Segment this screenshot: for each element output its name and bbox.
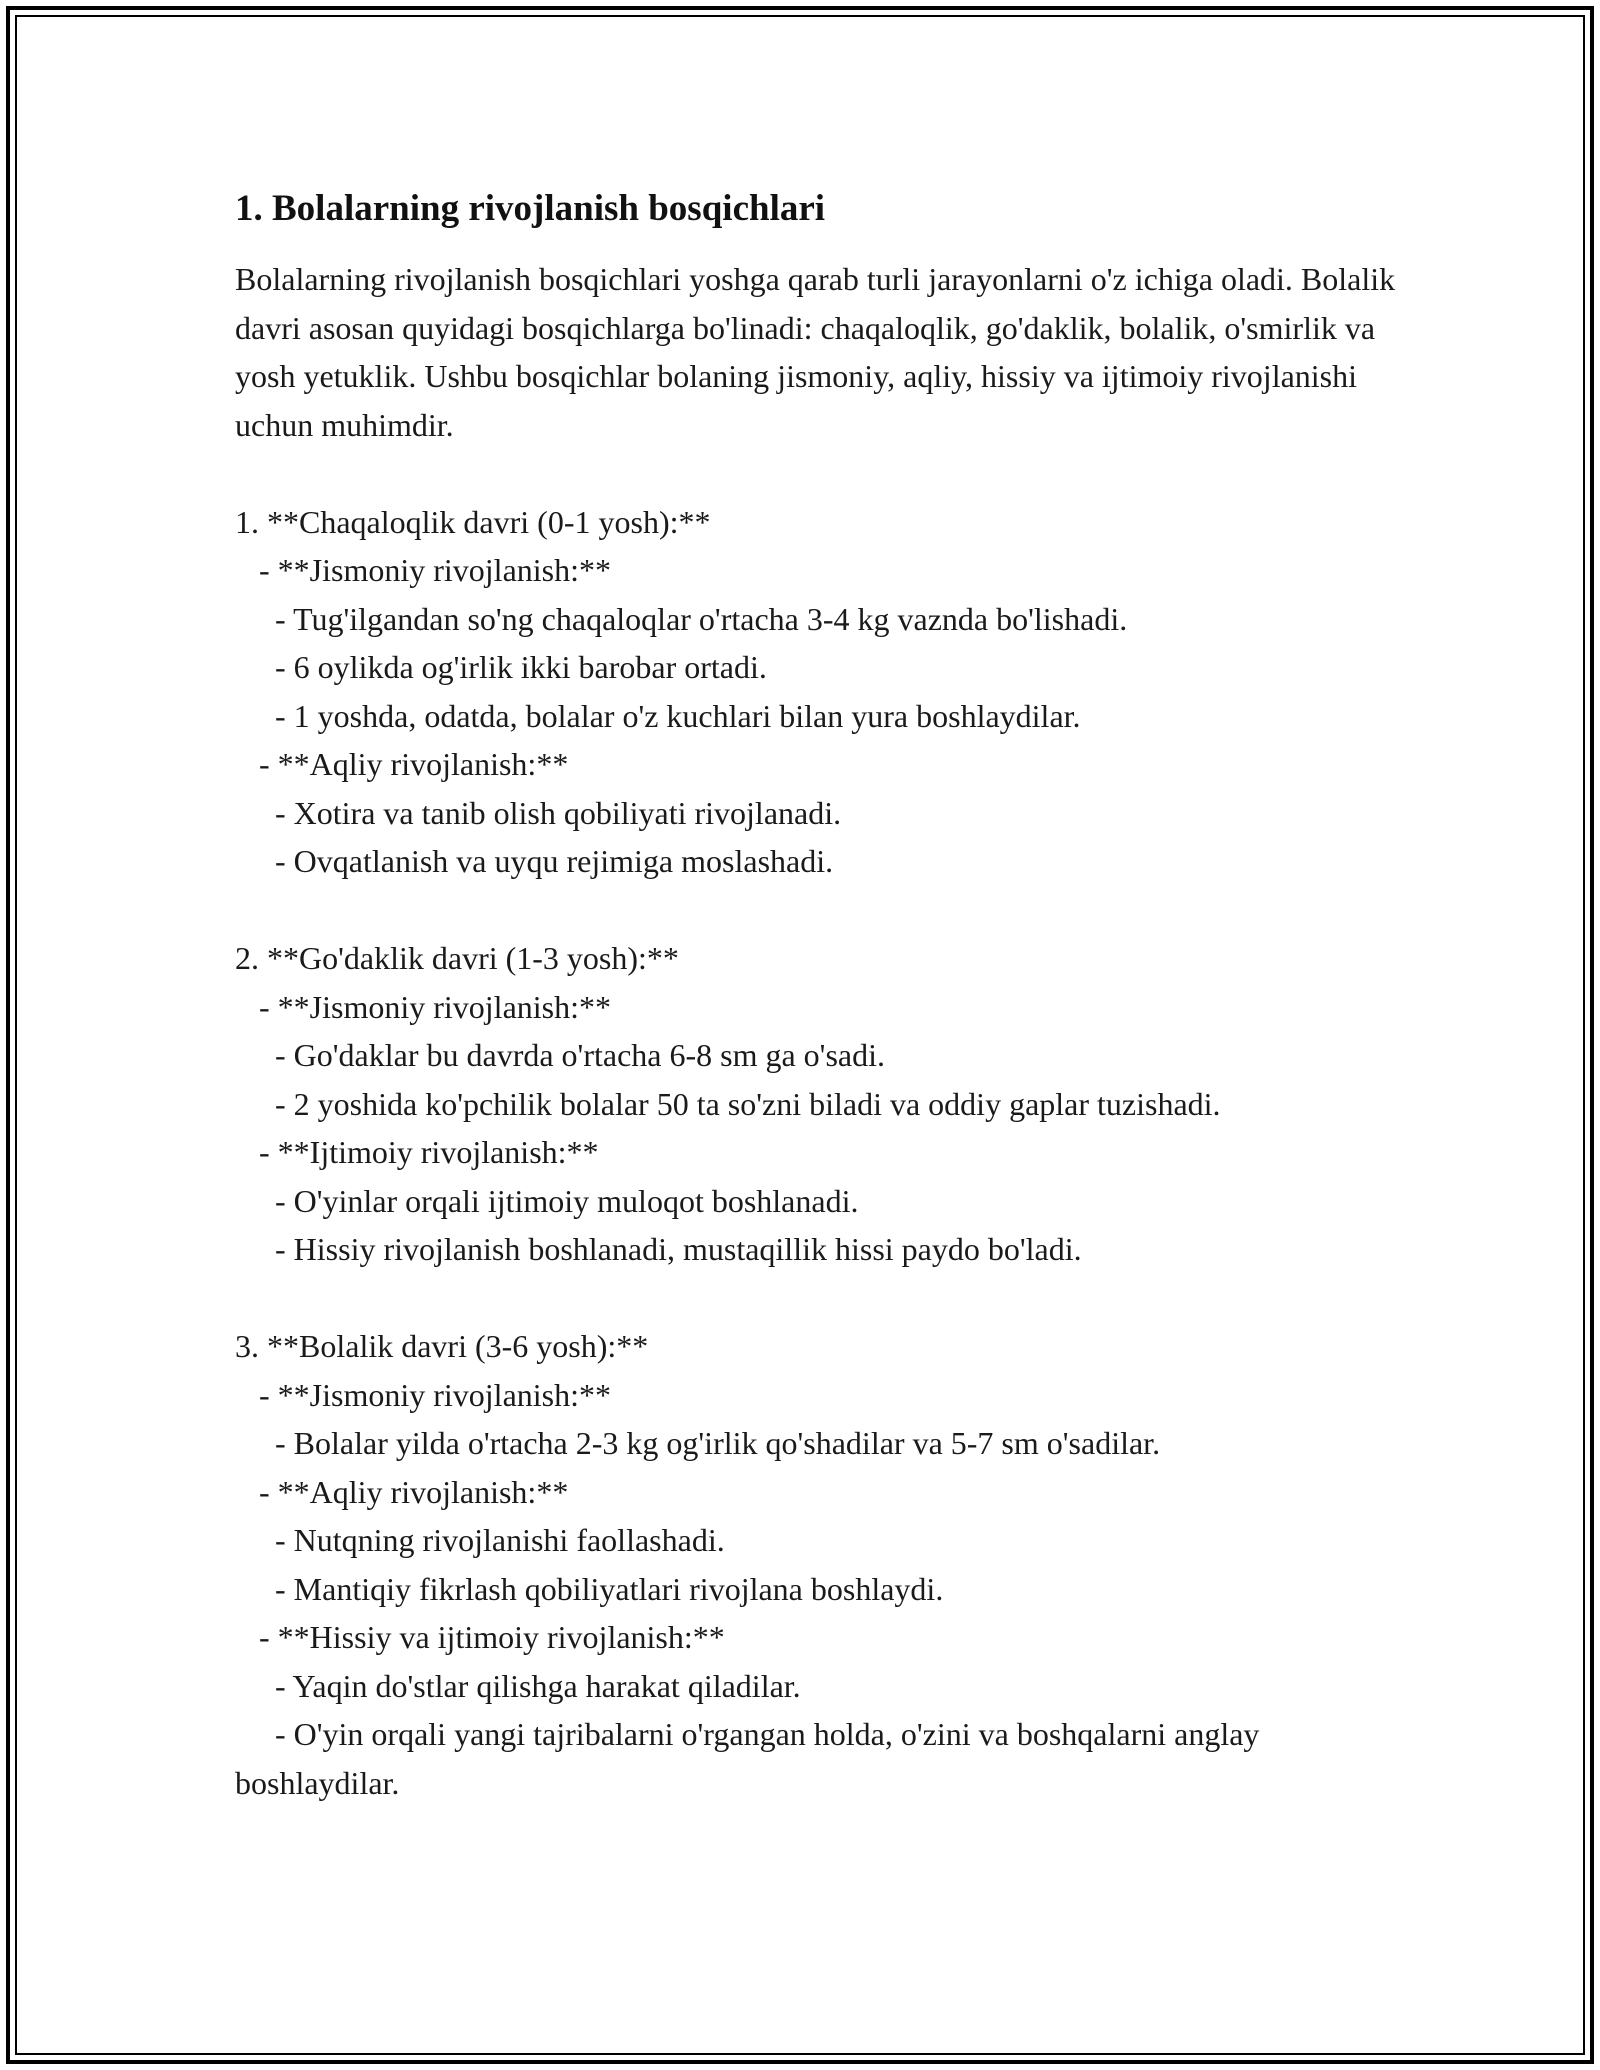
list-item: - 2 yoshida ko'pchilik bolalar 50 ta so'zni biladi va oddiy gaplar tuzishadi. bbox=[235, 1085, 1221, 1122]
intro-paragraph: Bolalarning rivojlanish bosqichlari yoshga qarab turli jarayonlarni o'z ichiga oladi. Bolalik davri asosan quyidagi bosqichlarga bo'linadi: chaqaloqlik, go'daklik, bolalik, o'smirlik va yosh yetuklik. Ushbu bosqichlar bolaning jismoniy, aqliy, hissiy va ijtimoiy rivojlanishi uchun muhimdir. bbox=[235, 261, 1396, 443]
section-bolalik bbox=[235, 1322, 1415, 1807]
list-item: - Yaqin do'stlar qilishga harakat qiladilar. bbox=[235, 1667, 801, 1704]
list-item: - Mantiqiy fikrlash qobiliyatlari rivojlana boshlaydi. bbox=[235, 1570, 944, 1607]
list-item: - Bolalar yilda o'rtacha 2-3 kg og'irlik qo'shadilar va 5-7 sm o'sadilar. bbox=[235, 1425, 1161, 1461]
document-title: 1. Bolalarning rivojlanish bosqichlari bbox=[235, 188, 826, 229]
list-item: - Go'daklar bu davrda o'rtacha 6-8 sm ga o'sadi. bbox=[235, 1037, 885, 1073]
list-item: - Tug'ilgandan so'ng chaqaloqlar o'rtacha 3-4 kg vaznda bo'lishadi. bbox=[235, 600, 1128, 637]
paragraph-spacer bbox=[235, 449, 1415, 498]
group-label: - **Jismoniy rivojlanish:** bbox=[235, 1376, 611, 1413]
section-spacer bbox=[235, 1274, 1415, 1323]
list-item: - Nutqning rivojlanishi faollashadi. bbox=[235, 1522, 725, 1558]
list-item: - O'yin orqali yangi tajribalarni o'rgangan holda, o'zini va boshqalarni anglay boshlaydilar. bbox=[235, 1716, 1268, 1801]
list-item: - O'yinlar orqali ijtimoiy muloqot boshlanadi. bbox=[235, 1182, 859, 1219]
list-item: - Hissiy rivojlanish boshlanadi, mustaqillik hissi paydo bo'ladi. bbox=[235, 1231, 1082, 1267]
section-heading: 2. **Go'daklik davri (1-3 yosh):** bbox=[235, 940, 679, 976]
document-body bbox=[235, 185, 1415, 1807]
section-heading: 1. **Chaqaloqlik davri (0-1 yosh):** bbox=[235, 503, 711, 540]
list-item: - Ovqatlanish va uyqu rejimiga moslashadi. bbox=[235, 843, 834, 879]
list-item: - 6 oylikda og'irlik ikki barobar ortadi. bbox=[235, 649, 767, 685]
group-label: - **Ijtimoiy rivojlanish:** bbox=[235, 1134, 599, 1170]
section-spacer bbox=[235, 886, 1415, 935]
group-label: - **Jismoniy rivojlanish:** bbox=[235, 988, 611, 1025]
section-godaklik bbox=[235, 934, 1415, 1274]
list-item: - 1 yoshda, odatda, bolalar o'z kuchlari bilan yura boshlaydilar. bbox=[235, 697, 1081, 734]
group-label: - **Aqliy rivojlanish:** bbox=[235, 746, 569, 782]
section-heading: 3. **Bolalik davri (3-6 yosh):** bbox=[235, 1328, 649, 1364]
group-label: - **Jismoniy rivojlanish:** bbox=[235, 552, 611, 588]
section-chaqaloqlik bbox=[235, 498, 1415, 886]
group-label: - **Hissiy va ijtimoiy rivojlanish:** bbox=[235, 1619, 725, 1655]
list-item: - Xotira va tanib olish qobiliyati rivojlanadi. bbox=[235, 794, 842, 831]
group-label: - **Aqliy rivojlanish:** bbox=[235, 1473, 569, 1510]
